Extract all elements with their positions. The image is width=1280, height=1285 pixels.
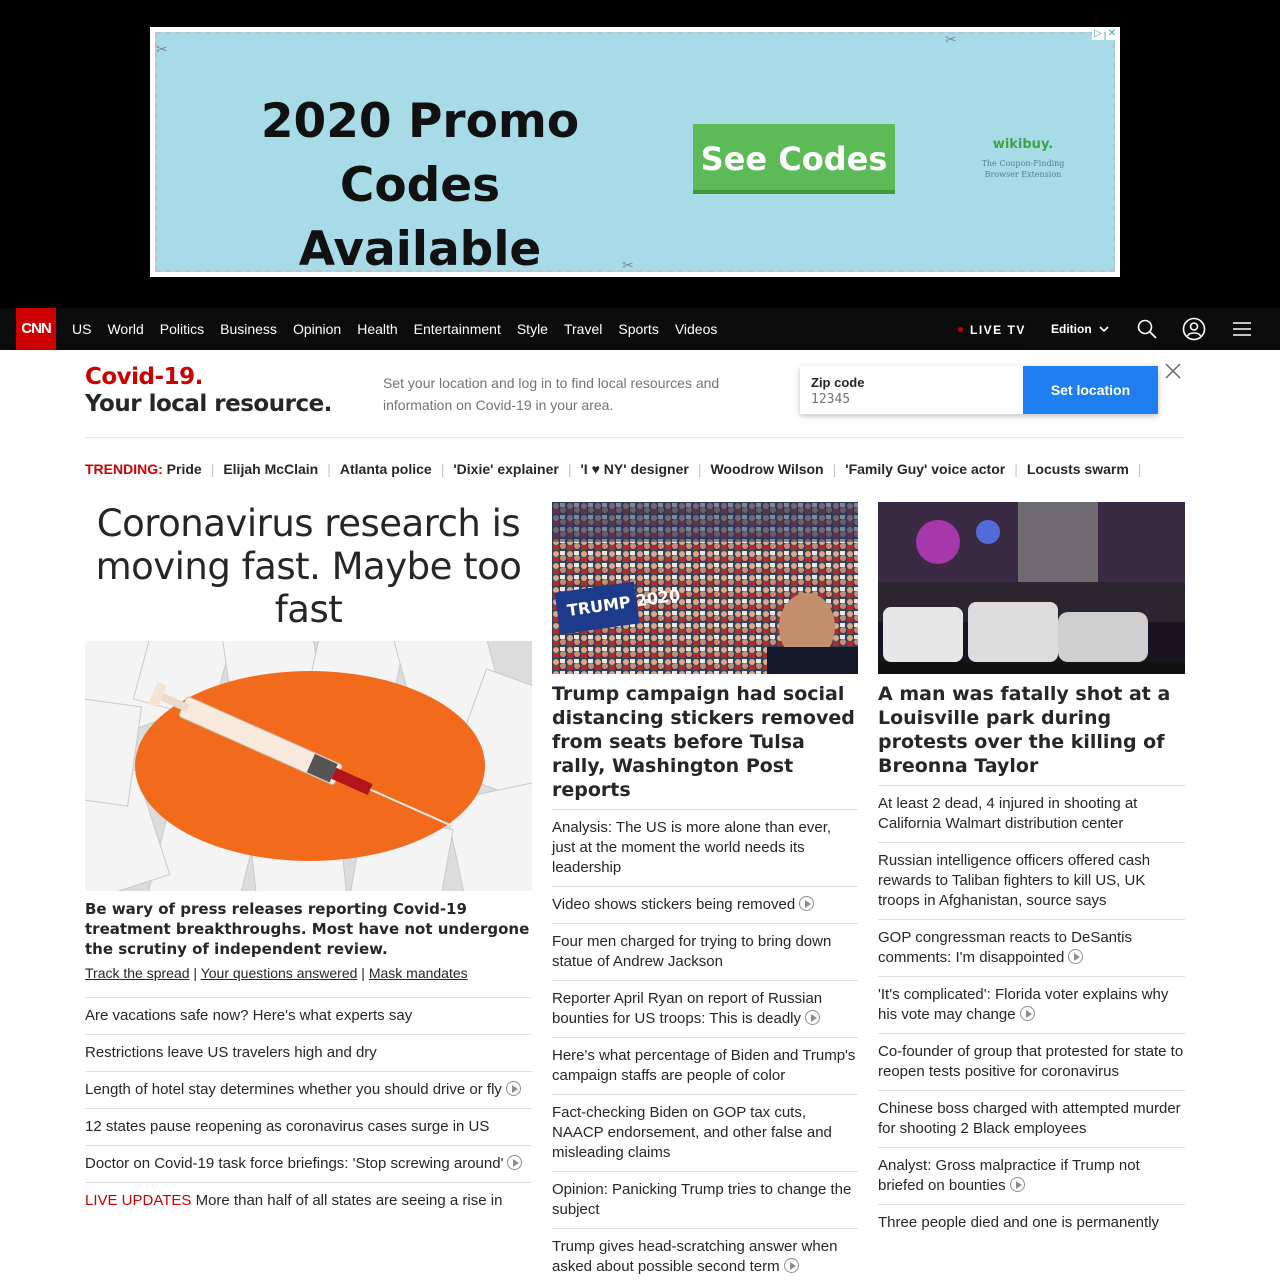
lead-column <box>85 502 532 1219</box>
lead-headline[interactable]: Coronavirus research is moving fast. Maybe too fast <box>95 502 522 631</box>
trending-item[interactable]: Elijah McClain <box>223 461 319 477</box>
nav-links <box>72 308 733 350</box>
close-icon[interactable] <box>1164 362 1182 380</box>
trending-item[interactable]: 'Dixie' explainer <box>453 461 559 477</box>
live-tv-link[interactable] <box>958 308 1026 352</box>
list-item-text: Reporter April Ryan on report of Russian bounties for US troops: This is deadly <box>552 990 823 1027</box>
covid-description: Set your location and log in to find local resources and information on Covid-19 in your area. <box>383 375 720 413</box>
list-item[interactable] <box>552 1094 858 1171</box>
separator: | <box>832 461 837 477</box>
list-item-text: Fact-checking Biden on GOP tax cuts, NAACP endorsement, and other false and misleading claims <box>552 1104 832 1161</box>
ad-headline-line1: 2020 Promo <box>260 94 580 149</box>
ad-headline-line2: Codes Available <box>298 158 542 277</box>
louisville-headline[interactable]: A man was fatally shot at a Louisville park during protests over the killing of Breonna Taylor <box>878 683 1171 777</box>
trending-item[interactable]: 'I ♥ NY' designer <box>580 461 689 477</box>
play-video-icon <box>507 1155 522 1170</box>
separator: | <box>210 461 215 477</box>
lead-image-syringe[interactable] <box>85 641 532 891</box>
list-item-text: Analysis: The US is more alone than ever, just at the moment the world needs its leadership <box>552 819 832 876</box>
trending-item[interactable]: Pride <box>166 461 202 477</box>
lead-related-links: Track the spread | Your questions answered | Mask mandates <box>85 965 468 981</box>
play-video-icon <box>1010 1177 1025 1192</box>
scissors-icon: ✂ <box>622 257 634 273</box>
rally-image[interactable] <box>552 502 858 674</box>
zip-label: Zip code <box>811 375 865 390</box>
ad-info-icon[interactable]: ▷ <box>1092 28 1104 40</box>
list-item[interactable] <box>85 1182 532 1219</box>
list-item[interactable] <box>878 842 1185 919</box>
list-item[interactable] <box>552 809 858 886</box>
top-nav <box>0 308 1280 350</box>
list-item[interactable] <box>878 1033 1185 1090</box>
list-item-text: 12 states pause reopening as coronavirus cases surge in US <box>85 1118 490 1135</box>
list-item[interactable] <box>85 1034 532 1071</box>
list-item-text: Restrictions leave US travelers high and dry <box>85 1044 377 1061</box>
list-item[interactable] <box>85 1108 532 1145</box>
list-item-text: 'It's complicated': Florida voter explains why his vote may change <box>878 986 1169 1023</box>
nav-link-style[interactable]: Style <box>516 321 548 337</box>
syringe-illustration <box>85 641 532 891</box>
covid-title-red: Covid-19. <box>85 364 203 390</box>
link-questions-answered[interactable]: Your questions answered <box>200 965 358 981</box>
right-column <box>878 502 1185 1241</box>
list-item-text: Here's what percentage of Biden and Trump's campaign staffs are people of color <box>552 1047 856 1084</box>
live-dot-icon <box>958 327 963 332</box>
list-item-text: Three people died and one is permanently <box>878 1214 1160 1231</box>
nav-link-us[interactable]: US <box>72 321 92 337</box>
nav-link-entertainment[interactable]: Entertainment <box>413 321 501 337</box>
list-item-text: Chinese boss charged with attempted murder for shooting 2 Black employees <box>878 1100 1181 1137</box>
right-story-list <box>878 785 1185 1241</box>
nav-link-world[interactable]: World <box>107 321 144 337</box>
nav-link-business[interactable]: Business <box>220 321 277 337</box>
list-item-text: Doctor on Covid-19 task force briefings: 'Stop screwing around' <box>85 1155 504 1172</box>
link-track-spread[interactable]: Track the spread <box>85 965 190 981</box>
list-item[interactable] <box>85 1071 532 1108</box>
list-item[interactable] <box>878 919 1185 976</box>
play-video-icon <box>506 1081 521 1096</box>
ad-banner[interactable] <box>150 27 1120 277</box>
separator: | <box>327 461 331 477</box>
divider <box>85 437 1185 438</box>
ad-choices[interactable] <box>1092 28 1118 40</box>
play-video-icon <box>805 1010 820 1025</box>
middle-story-list <box>552 809 858 1285</box>
ad-region <box>0 0 1280 308</box>
search-icon[interactable] <box>1136 318 1158 340</box>
list-item[interactable] <box>85 1145 532 1182</box>
chevron-down-icon <box>1099 325 1109 333</box>
separator: | <box>440 461 445 477</box>
separator: | <box>567 461 572 477</box>
list-item[interactable] <box>878 785 1185 842</box>
list-item-text: At least 2 dead, 4 injured in shooting at California Walmart distribution center <box>878 795 1138 832</box>
account-icon[interactable] <box>1182 317 1206 341</box>
nav-link-travel[interactable]: Travel <box>563 321 603 337</box>
lead-subheadline[interactable]: Be wary of press releases reporting Covid-19 treatment breakthroughs. Most have not undergone the scrutiny of independent review. <box>85 900 530 958</box>
trending-item[interactable]: Atlanta police <box>339 461 432 477</box>
covid-title-dark: Your local resource. <box>85 391 332 417</box>
nav-link-videos[interactable]: Videos <box>674 321 718 337</box>
list-item[interactable] <box>878 976 1185 1033</box>
nav-link-opinion[interactable]: Opinion <box>292 321 342 337</box>
trending-item[interactable]: Woodrow Wilson <box>710 461 824 477</box>
zip-form <box>800 366 1158 414</box>
list-item-text: Analyst: Gross malpractice if Trump not briefed on bounties <box>878 1157 1140 1194</box>
list-item[interactable] <box>878 1204 1185 1241</box>
list-item-text: Co-founder of group that protested for state to reopen tests positive for coronavirus <box>878 1043 1184 1080</box>
live-updates-label: LIVE UPDATES <box>85 1192 192 1209</box>
louisville-image[interactable] <box>878 502 1185 674</box>
list-item-text: Are vacations safe now? Here's what experts say <box>85 1007 413 1024</box>
list-item-text: GOP congressman reacts to DeSantis comments: I'm disappointed <box>878 929 1133 966</box>
list-item[interactable] <box>552 1171 858 1228</box>
trending-label: TRENDING: <box>85 461 163 477</box>
ad-close-icon[interactable]: ✕ <box>1107 28 1117 39</box>
list-item[interactable] <box>552 980 858 1037</box>
list-item-text: Four men charged for trying to bring down statue of Andrew Jackson <box>552 933 832 970</box>
separator: | <box>1137 461 1142 477</box>
ad-tagline: The Coupon-Finding Browser Extension <box>981 159 1065 179</box>
ad-headline <box>220 90 620 282</box>
zip-code-input[interactable] <box>811 392 1011 407</box>
trending-item[interactable]: Locusts swarm <box>1026 461 1129 477</box>
trending-item[interactable]: 'Family Guy' voice actor <box>845 461 1006 477</box>
trending-bar <box>85 461 1150 477</box>
list-item[interactable] <box>878 1090 1185 1147</box>
list-item-text: Russian intelligence officers offered cash rewards to Taliban fighters to kill US, UK troops in Afghanistan, source says <box>878 852 1151 909</box>
scissors-icon: ✂ <box>156 41 168 57</box>
list-item[interactable] <box>552 1037 858 1094</box>
middle-column <box>552 502 858 1285</box>
list-item[interactable] <box>552 886 858 923</box>
edition-label: Edition <box>1051 322 1092 336</box>
link-mask-mandates[interactable]: Mask mandates <box>368 965 468 981</box>
list-item-text: Length of hotel stay determines whether you should drive or fly <box>85 1081 502 1098</box>
list-item-text: Opinion: Panicking Trump tries to change the subject <box>552 1181 852 1218</box>
separator: | <box>1014 461 1018 477</box>
play-video-icon <box>1068 949 1083 964</box>
nav-link-politics[interactable]: Politics <box>159 321 205 337</box>
cnn-logo[interactable]: CNN <box>16 308 56 350</box>
list-item[interactable] <box>552 923 858 980</box>
rally-sign-text: TRUMP 2020 <box>565 585 682 621</box>
rally-photo <box>552 502 858 674</box>
list-item[interactable] <box>85 997 532 1034</box>
list-item[interactable] <box>878 1147 1185 1204</box>
nav-link-sports[interactable]: Sports <box>618 321 659 337</box>
separator: | <box>697 461 702 477</box>
lead-story-list <box>85 997 532 1219</box>
menu-icon[interactable] <box>1233 318 1251 340</box>
night-police-scene-photo <box>878 502 1185 674</box>
ad-background <box>160 34 1100 277</box>
nav-link-health[interactable]: Health <box>357 321 398 337</box>
ad-brand-logo: wikibuy. <box>992 137 1054 152</box>
ad-see-codes-button[interactable]: See Codes <box>693 124 895 194</box>
rally-headline[interactable]: Trump campaign had social distancing stickers removed from seats before Tulsa rally, Washington Post reports <box>552 683 855 801</box>
list-item-text: More than half of all states are seeing a rise in <box>195 1192 503 1209</box>
list-item-text: Trump gives head-scratching answer when asked about possible second term <box>552 1238 838 1275</box>
play-video-icon <box>784 1258 799 1273</box>
list-item[interactable] <box>552 1228 858 1285</box>
edition-menu[interactable] <box>1051 308 1109 350</box>
play-video-icon <box>799 896 814 911</box>
set-location-button[interactable]: Set location <box>1023 366 1158 414</box>
list-item-text: Video shows stickers being removed <box>552 896 796 913</box>
scissors-icon: ✂ <box>945 31 957 47</box>
live-tv-label: LIVE TV <box>970 323 1026 337</box>
play-video-icon <box>1020 1006 1035 1021</box>
